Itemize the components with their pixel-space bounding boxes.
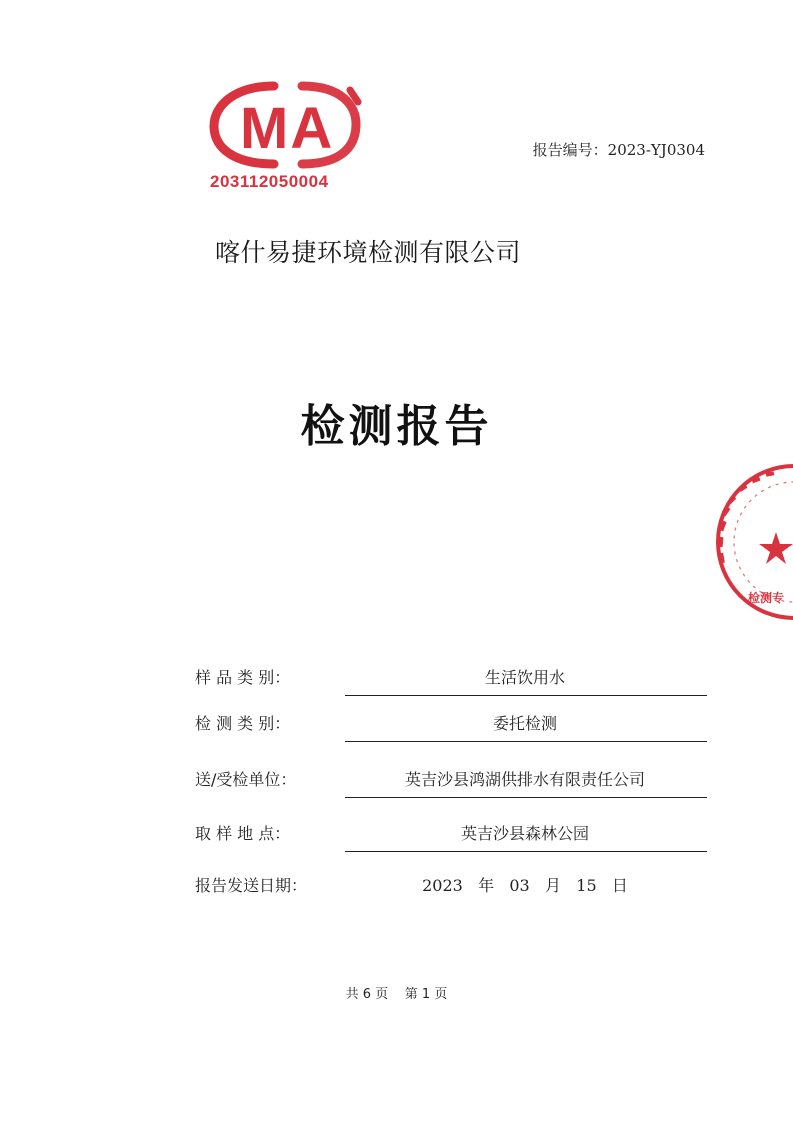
underline [345,741,707,742]
seal-text: 检测专 [748,591,785,605]
underline [345,851,707,852]
report-number-value: 2023-YJ0304 [607,141,705,159]
current-prefix: 第 [404,987,418,1002]
sampling-location-row [195,811,715,851]
report-number [533,139,705,160]
underline [345,797,707,798]
client-unit-label: 送/受检单位： [195,770,297,789]
current-suffix: 页 [434,987,448,1002]
date-year: 2023 [422,876,463,895]
date-day-unit: 日 [611,876,628,895]
page-count [0,983,793,1002]
date-month-unit: 月 [544,876,561,895]
current-page: 1 [421,987,431,1002]
report-date-value [345,873,705,896]
star-icon [759,532,793,564]
sampling-location-value: 英吉沙县森林公园 [460,824,589,843]
report-date-row [195,863,715,903]
test-category-row [195,701,715,741]
company-name: 喀什易捷环境检测有限公司 [215,238,522,267]
date-month: 03 [509,876,530,895]
test-category-label: 检 测 类 别： [195,714,291,733]
total-suffix: 页 [375,987,389,1002]
test-category-value: 委托检测 [492,714,557,733]
page-title: 检测报告 [300,401,493,452]
date-day: 15 [576,876,597,895]
date-year-unit: 年 [478,876,495,895]
report-number-label: 报告编号： [532,141,608,159]
underline [345,695,707,696]
official-seal-icon [706,462,793,622]
sampling-location-label: 取 样 地 点： [195,824,291,843]
total-prefix: 共 [345,987,359,1002]
client-unit-row [195,757,715,797]
total-pages: 6 [362,987,372,1002]
sample-category-value: 生活饮用水 [484,668,565,687]
sample-category-label: 样 品 类 别： [195,668,291,687]
client-unit-value: 英吉沙县鸿湖供排水有限责任公司 [404,770,645,789]
cma-text: MA [240,96,335,161]
report-date-label: 报告发送日期： [195,876,308,895]
sample-category-row [195,655,715,695]
cma-certificate-number: 203112050004 [210,172,329,191]
